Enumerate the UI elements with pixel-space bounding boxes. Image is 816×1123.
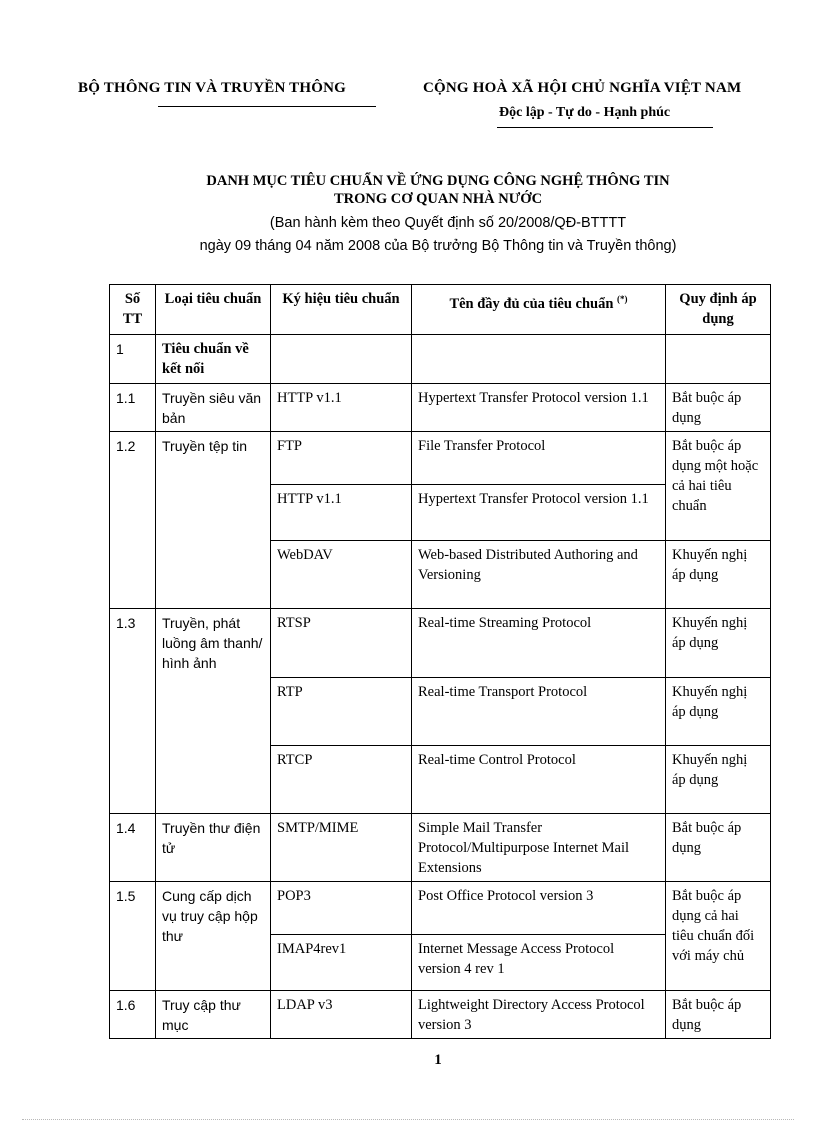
table-row bbox=[110, 882, 771, 935]
cell-fullname: File Transfer Protocol bbox=[412, 432, 666, 485]
cell-category: Truyền tệp tin bbox=[156, 432, 271, 609]
cell-category: Tiêu chuẩn về kết nối bbox=[156, 335, 271, 384]
cell-symbol: HTTP v1.1 bbox=[271, 485, 412, 541]
cell-symbol: FTP bbox=[271, 432, 412, 485]
cell-category: Truyền siêu văn bản bbox=[156, 384, 271, 432]
cell-no: 1.6 bbox=[110, 991, 156, 1039]
cell-category: Cung cấp dịch vụ truy cập hộp thư bbox=[156, 882, 271, 991]
cell-symbol: IMAP4rev1 bbox=[271, 935, 412, 991]
page-number: 1 bbox=[434, 1052, 442, 1068]
cell-category: Truy cập thư mục bbox=[156, 991, 271, 1039]
header-fullname-note: (*) bbox=[617, 294, 628, 304]
cell-fullname: Hypertext Transfer Protocol version 1.1 bbox=[412, 485, 666, 541]
cell-no: 1.3 bbox=[110, 609, 156, 814]
header-symbol: Ký hiệu tiêu chuẩn bbox=[271, 285, 412, 335]
cell-rule: Bắt buộc áp dụng bbox=[666, 991, 771, 1039]
cell-rule: Bắt buộc áp dụng bbox=[666, 814, 771, 882]
cell-rule: Bắt buộc áp dụng cả hai tiêu chuẩn đối với máy chủ bbox=[666, 882, 771, 991]
cell-fullname: Real-time Control Protocol bbox=[412, 746, 666, 814]
document-subtitle bbox=[0, 212, 816, 258]
cell-symbol: HTTP v1.1 bbox=[271, 384, 412, 432]
table-row bbox=[110, 991, 771, 1039]
cell-symbol: RTP bbox=[271, 678, 412, 746]
title-line-2: TRONG CƠ QUAN NHÀ NƯỚC bbox=[333, 191, 543, 207]
cell-rule bbox=[666, 335, 771, 384]
header-fullname-text: Tên đầy đủ của tiêu chuẩn bbox=[449, 295, 614, 312]
cell-symbol: SMTP/MIME bbox=[271, 814, 412, 882]
cell-no: 1.5 bbox=[110, 882, 156, 991]
cell-fullname: Web-based Distributed Authoring and Versioning bbox=[412, 541, 666, 609]
footer-divider bbox=[22, 1119, 794, 1120]
country-header bbox=[423, 80, 803, 120]
cell-rule: Khuyến nghị áp dụng bbox=[666, 746, 771, 814]
cell-fullname: Real-time Transport Protocol bbox=[412, 678, 666, 746]
table-row bbox=[110, 335, 771, 384]
subtitle-line-2: ngày 09 tháng 04 năm 2008 của Bộ trưởng Bộ Thông tin và Truyền thông) bbox=[199, 238, 677, 254]
table-row bbox=[110, 609, 771, 678]
cell-symbol: RTSP bbox=[271, 609, 412, 678]
cell-rule: Khuyến nghị áp dụng bbox=[666, 678, 771, 746]
national-motto: Độc lập - Tự do - Hạnh phúc bbox=[499, 105, 671, 120]
document-title bbox=[0, 172, 816, 208]
motto-underline bbox=[497, 127, 713, 128]
cell-fullname: Simple Mail Transfer Protocol/Multipurpose Internet Mail Extensions bbox=[412, 814, 666, 882]
cell-no: 1.4 bbox=[110, 814, 156, 882]
cell-no: 1 bbox=[110, 335, 156, 384]
cell-fullname: Hypertext Transfer Protocol version 1.1 bbox=[412, 384, 666, 432]
ministry-underline bbox=[158, 106, 376, 107]
ministry-name: BỘ THÔNG TIN VÀ TRUYỀN THÔNG bbox=[78, 80, 347, 96]
cell-fullname: Internet Message Access Protocol version 4 rev 1 bbox=[412, 935, 666, 991]
cell-fullname bbox=[412, 335, 666, 384]
cell-symbol: RTCP bbox=[271, 746, 412, 814]
cell-symbol: WebDAV bbox=[271, 541, 412, 609]
cell-symbol bbox=[271, 335, 412, 384]
standards-table bbox=[109, 284, 771, 1039]
cell-no: 1.1 bbox=[110, 384, 156, 432]
header-no: Số TT bbox=[110, 285, 156, 335]
cell-category: Truyền thư điện tử bbox=[156, 814, 271, 882]
cell-category: Truyền, phát luồng âm thanh/ hình ảnh bbox=[156, 609, 271, 814]
cell-rule: Khuyến nghị áp dụng bbox=[666, 609, 771, 678]
ministry-header bbox=[78, 80, 390, 97]
cell-fullname: Lightweight Directory Access Protocol version 3 bbox=[412, 991, 666, 1039]
cell-rule: Bắt buộc áp dụng bbox=[666, 384, 771, 432]
table-row bbox=[110, 384, 771, 432]
header-rule: Quy định áp dụng bbox=[666, 285, 771, 335]
subtitle-line-1: (Ban hành kèm theo Quyết định số 20/2008/QĐ-BTTTT bbox=[269, 215, 627, 231]
header-category: Loại tiêu chuẩn bbox=[156, 285, 271, 335]
table-header-row bbox=[110, 285, 771, 335]
cell-symbol: LDAP v3 bbox=[271, 991, 412, 1039]
header-fullname bbox=[412, 285, 666, 335]
cell-rule: Bắt buộc áp dụng một hoặc cả hai tiêu chuẩn bbox=[666, 432, 771, 541]
cell-fullname: Real-time Streaming Protocol bbox=[412, 609, 666, 678]
cell-rule: Khuyến nghị áp dụng bbox=[666, 541, 771, 609]
table-row bbox=[110, 814, 771, 882]
cell-no: 1.2 bbox=[110, 432, 156, 609]
cell-symbol: POP3 bbox=[271, 882, 412, 935]
title-line-1: DANH MỤC TIÊU CHUẨN VỀ ỨNG DỤNG CÔNG NGHỆ THÔNG TIN bbox=[206, 173, 670, 189]
cell-fullname: Post Office Protocol version 3 bbox=[412, 882, 666, 935]
table-row bbox=[110, 432, 771, 485]
country-name: CỘNG HOÀ XÃ HỘI CHỦ NGHĨA VIỆT NAM bbox=[423, 80, 742, 96]
